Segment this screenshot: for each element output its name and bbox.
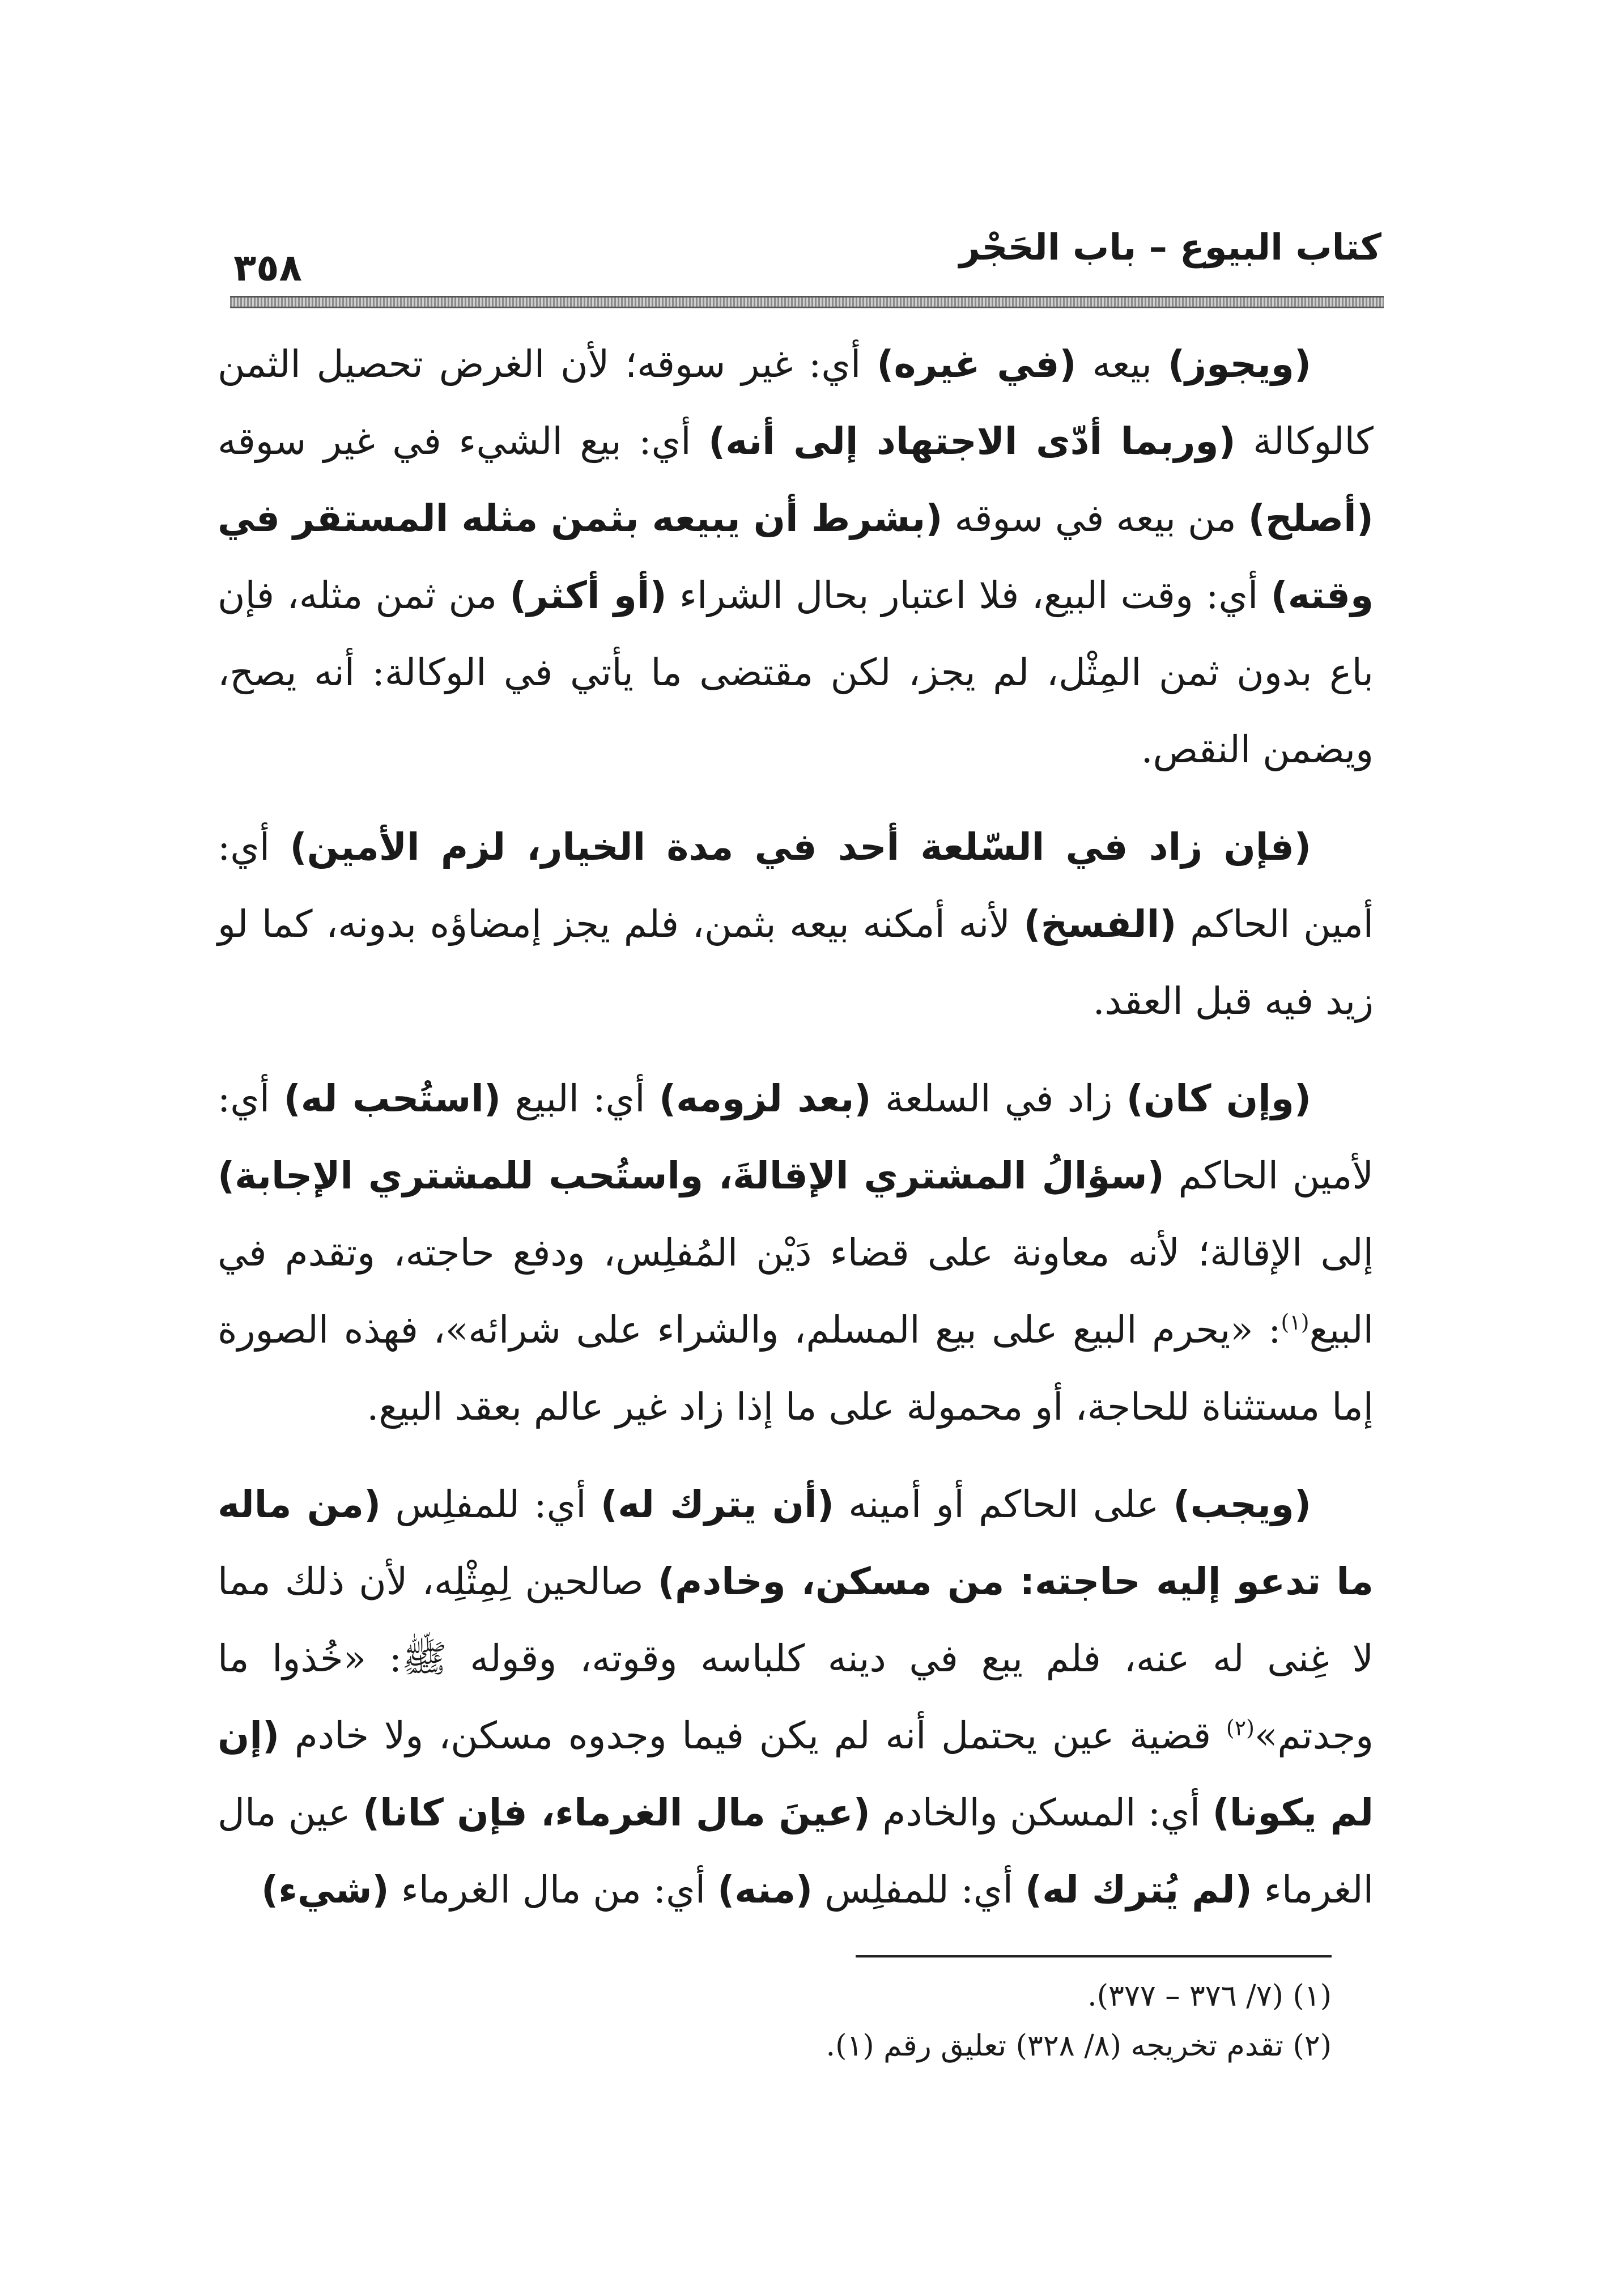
bold-text: (في غيره) bbox=[877, 342, 1077, 386]
bold-text: (منه) bbox=[717, 1868, 813, 1912]
text-run: أي: للمفلِس bbox=[381, 1483, 601, 1526]
bold-text: (الفسخ) bbox=[1023, 902, 1177, 946]
text-run: على الحاكم أو أمينه bbox=[834, 1483, 1174, 1526]
text-run: أي: وقت البيع، فلا اعتبار بحال الشراء bbox=[666, 574, 1271, 617]
text-run: من بيعه في سوقه bbox=[942, 496, 1248, 540]
bold-text: (بشرط أن يبيعه بثمن مثله المستقر في وقته) bbox=[218, 496, 1374, 617]
text-run: لأنه أمكنه بيعه بثمن، فلم يجز إمضاؤه بدونه، كما لو زيد فيه قبل العقد. bbox=[218, 902, 1374, 1023]
page-header bbox=[230, 227, 1381, 295]
text-run: أي: للمفلِس bbox=[813, 1868, 1025, 1912]
paragraph bbox=[218, 326, 1374, 788]
bold-text: (أصلح) bbox=[1248, 496, 1374, 540]
bold-text: (ويجوز) bbox=[1167, 342, 1312, 386]
bold-text: (وإن كان) bbox=[1126, 1077, 1312, 1120]
text-run: أي: غير سوقه؛ لأن الغرض تحصيل الثمن كالوكالة bbox=[218, 342, 1374, 463]
bold-text: (إن لم يكونا) bbox=[218, 1714, 1374, 1835]
bold-text: (سؤالُ المشتري الإقالةَ، واستُحب للمشتري الإجابة) bbox=[218, 1154, 1164, 1198]
bold-text: (وربما أدّى الاجتهاد إلى أنه) bbox=[708, 419, 1236, 463]
text-run: أي: المسكن والخادم bbox=[870, 1791, 1213, 1835]
bold-text: (بعد لزومه) bbox=[658, 1077, 871, 1120]
header-rule bbox=[230, 296, 1384, 308]
footnote-marker: (٢) bbox=[1226, 1715, 1255, 1740]
footnotes bbox=[510, 1971, 1332, 2071]
text-run: زاد في السلعة bbox=[871, 1077, 1126, 1120]
paragraph bbox=[218, 1060, 1374, 1446]
text-run: إلى الإقالة؛ لأنه معاونة على قضاء دَيْن المُفلِس، ودفع حاجته، وتقدم في البيع bbox=[218, 1231, 1374, 1352]
footnote: (٢) تقدم تخريجه (٨/ ٣٢٨) تعليق رقم (١). bbox=[826, 2029, 1332, 2063]
text-run: : «يحرم البيع على بيع المسلم، والشراء على شرائه»، فهذه الصورة إما مستثناة للحاجة، أو محمولة على ما إذا زاد غير عالم بعقد البيع. bbox=[218, 1308, 1374, 1429]
text-run: أي: لأمين الحاكم bbox=[218, 1077, 1374, 1198]
paragraph bbox=[218, 1466, 1374, 1929]
text-run: صالحين لِمِثْلِه، لأن ذلك مما لا غِنى له عنه، فلم يبع في دينه كلباسه وقوته، وقوله ﷺ: «خُذوا ما وجدتم» bbox=[218, 1560, 1374, 1757]
text-run: أي: أمين الحاكم bbox=[218, 825, 1374, 946]
text-run: بيعه bbox=[1076, 342, 1168, 386]
footnote: (١) (٧/ ٣٧٦ – ٣٧٧). bbox=[1087, 1979, 1332, 2013]
bold-text: (أن يترك له) bbox=[600, 1483, 834, 1526]
text-run: أي: بيع الشيء في غير سوقه bbox=[218, 419, 709, 463]
paragraph bbox=[218, 809, 1374, 1040]
bold-text: (استُحب له) bbox=[283, 1077, 501, 1120]
bold-text: (من ماله ما تدعو إليه حاجته: من مسكن، وخادم) bbox=[218, 1483, 1374, 1603]
text-run: أي: البيع bbox=[501, 1077, 659, 1120]
bold-text: (أو أكثر) bbox=[509, 574, 667, 617]
bold-text: (عينَ مال الغرماء، فإن كانا) bbox=[362, 1791, 870, 1835]
bold-text: (فإن زاد في السّلعة أحد في مدة الخيار، لزم الأمين) bbox=[290, 825, 1311, 869]
bold-text: (لم يُترك له) bbox=[1024, 1868, 1252, 1912]
running-title: كتاب البيوع – باب الحَجْر bbox=[959, 227, 1381, 269]
text-run: قضية عين يحتمل أنه لم يكن فيما وجدوه مسكن، ولا خادم bbox=[279, 1714, 1226, 1757]
text-run: عين مال الغرماء bbox=[218, 1791, 1374, 1912]
bold-text: (ويجب) bbox=[1173, 1483, 1311, 1526]
text-run: أي: من مال الغرماء bbox=[389, 1868, 718, 1912]
footnote-marker: (١) bbox=[1281, 1310, 1310, 1335]
footnote-separator bbox=[856, 1955, 1332, 1957]
bold-text: (شيء) bbox=[261, 1868, 389, 1912]
main-text bbox=[218, 326, 1374, 1949]
text-run: من ثمن مثله، فإن باع بدون ثمن المِثْل، لم يجز، لكن مقتضى ما يأتي في الوكالة: أنه يصح، ويضمن النقص. bbox=[218, 574, 1374, 771]
page-number: ٣٥٨ bbox=[233, 246, 302, 290]
